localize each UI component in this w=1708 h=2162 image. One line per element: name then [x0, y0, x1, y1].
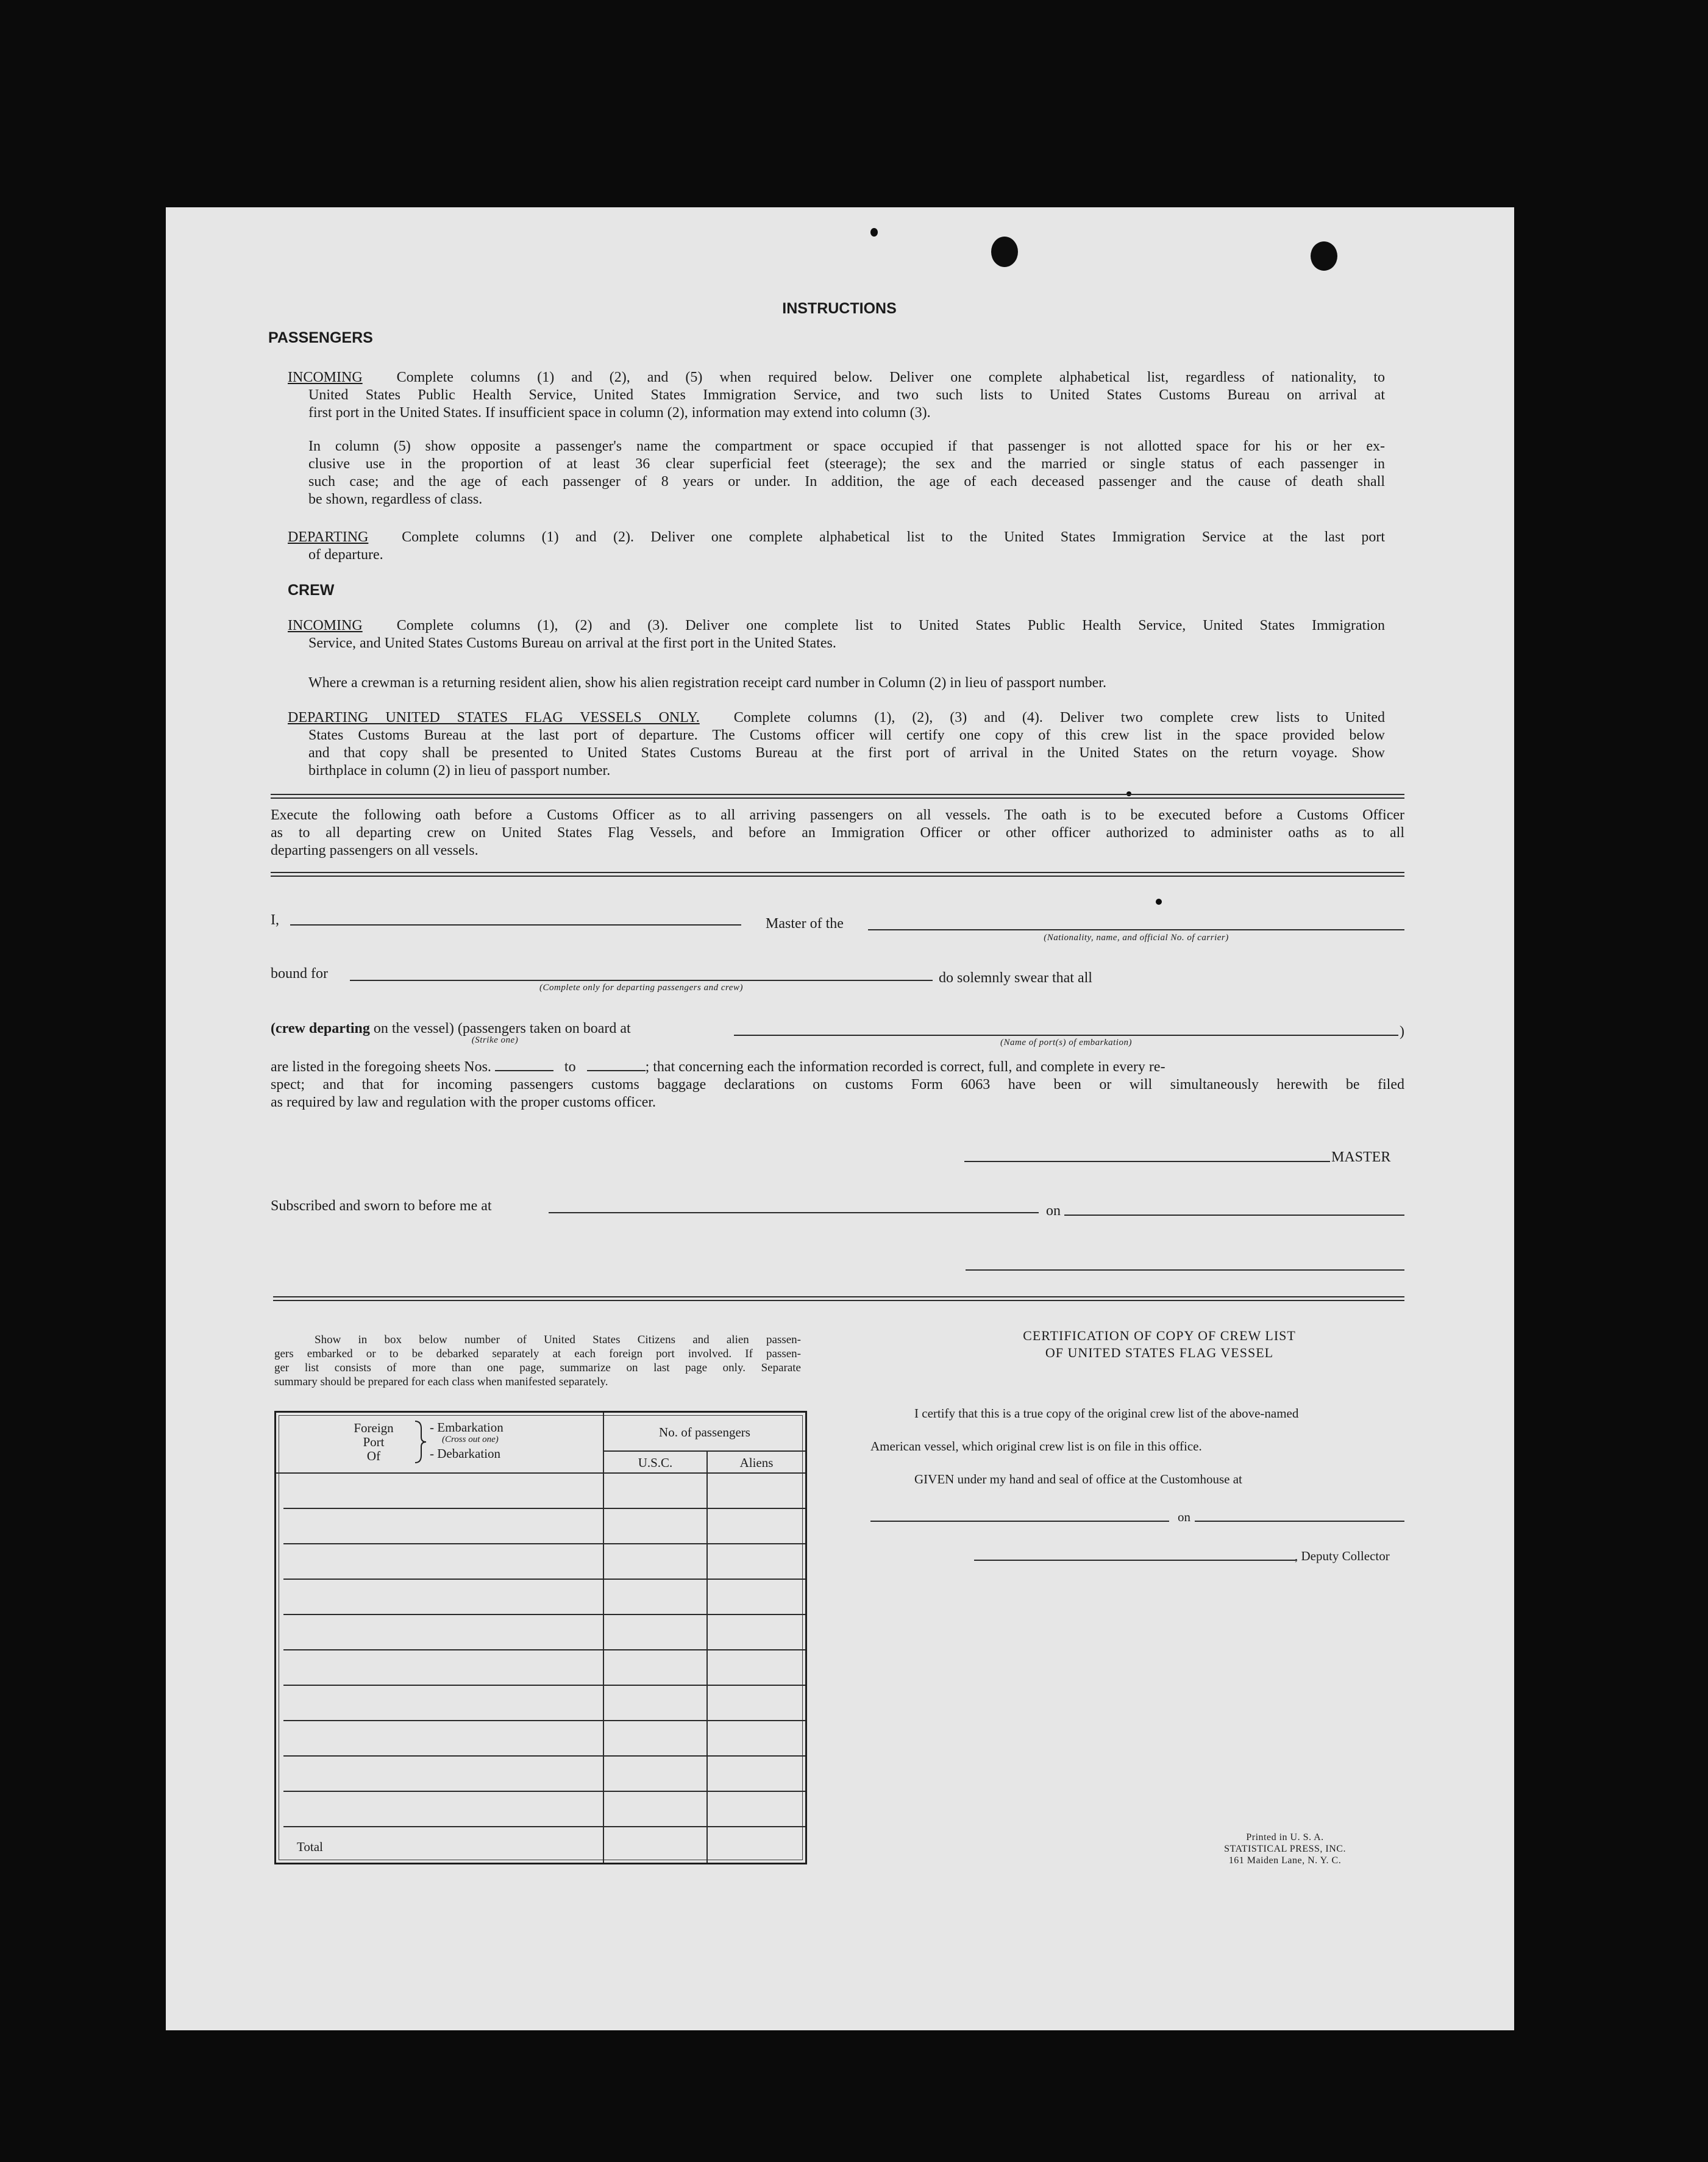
oath-i-label: I,: [271, 912, 279, 928]
col-divider-usc: [706, 1450, 708, 1863]
passengers-incoming-block: [288, 369, 1385, 387]
sworn-at-field[interactable]: [549, 1212, 1039, 1213]
given-line: GIVEN under my hand and seal of office at the Customhouse at: [914, 1472, 1242, 1486]
crew-incoming-text: Complete columns (1), (2) and (3). Deliver one complete list to United States Public Health Service, United States Immigration: [396, 618, 1385, 633]
officer-signature-field[interactable]: [966, 1269, 1404, 1271]
crew-incoming-text-line2: Service, and United States Customs Bureau on arrival at the first port in the United States.: [308, 635, 836, 651]
table-row-rule: [283, 1579, 805, 1580]
divider-lower-top: [273, 1296, 1404, 1297]
deputy-collector-label: , Deputy Collector: [1295, 1549, 1390, 1563]
total-label: Total: [297, 1839, 323, 1854]
table-row-rule: [283, 1614, 805, 1615]
divider-lower-bottom: [273, 1300, 1404, 1301]
bound-for-label: bound for: [271, 966, 328, 982]
certification-title-line1: CERTIFICATION OF COPY OF CREW LIST: [1023, 1328, 1296, 1343]
solemnly-swear-label: do solemnly swear that all: [939, 970, 1092, 986]
departing-us-flag-line4: birthplace in column (2) in lieu of passport number.: [308, 763, 611, 779]
oath-intro-line3: departing passengers on all vessels.: [271, 843, 479, 858]
table-row-rule: [283, 1508, 805, 1509]
departing-us-flag-text: Complete columns (1), (2), (3) and (4). Deliver two complete crew lists to United: [733, 710, 1385, 726]
usc-header: U.S.C.: [638, 1455, 673, 1470]
customhouse-field[interactable]: [870, 1521, 1169, 1522]
passengers-taken-label: (passengers taken on board at: [457, 1021, 631, 1036]
divider-double-top: [271, 794, 1404, 795]
column5-text-line1: In column (5) show opposite a passenger's name the compartment or space occupied if that passenger is not allotted space for his or her ex-: [308, 438, 1385, 454]
port-label: Port: [363, 1435, 385, 1449]
sheet-to-field[interactable]: [587, 1060, 646, 1071]
carrier-field[interactable]: [868, 929, 1404, 930]
summary-note-line4: summary should be prepared for each class when manifested separately.: [274, 1375, 608, 1388]
table-row-rule: [283, 1685, 805, 1686]
column5-text-line4: be shown, regardless of class.: [308, 491, 483, 507]
foreign-port-header: [337, 1421, 410, 1463]
oath-intro-line1: Execute the following oath before a Customs Officer as to all arriving passengers on all vessels. The oath is to be executed before a Customs Officer: [271, 807, 1404, 823]
table-row-rule: [283, 1720, 805, 1721]
debarkation-label[interactable]: - Debarkation: [430, 1446, 501, 1461]
master-of-the-label: Master of the: [766, 916, 844, 932]
strike-one-caption: (Strike one): [471, 1035, 519, 1045]
certify-line1: I certify that this is a true copy of the original crew list of the above-named: [914, 1406, 1299, 1421]
departing-us-flag-label: DEPARTING UNITED STATES FLAG VESSELS ONLY.: [288, 710, 700, 726]
required-line: as required by law and regulation with the proper customs officer.: [271, 1094, 657, 1110]
bound-for-caption: (Complete only for departing passengers and crew): [539, 983, 743, 993]
table-row-rule: [283, 1826, 805, 1827]
embarkation-ports-field[interactable]: [734, 1035, 1398, 1036]
ink-speck: [1156, 899, 1162, 905]
form-sheet: [166, 207, 1514, 2030]
of-label: Of: [366, 1449, 381, 1463]
header-rule-bottom: [276, 1472, 805, 1474]
on-the-vessel-label: on the vessel): [373, 1021, 454, 1036]
passengers-departing-block: [288, 529, 1385, 546]
incoming-text-line2: United States Public Health Service, United States Immigration Service, and two such lists to United States Customs Bureau on arrival at: [308, 387, 1385, 403]
master-label: MASTER: [1331, 1149, 1391, 1165]
crew-heading: CREW: [288, 582, 335, 599]
punch-hole-left: [991, 237, 1018, 267]
column5-text-line2: clusive use in the proportion of at least 36 clear superficial feet (steerage); the sex and the married or single status of each passenger in: [308, 456, 1385, 472]
crew-departing-label: (crew departing: [271, 1021, 370, 1036]
printer-line1: Printed in U. S. A.: [1246, 1832, 1324, 1843]
crew-departing-line: [271, 1020, 631, 1038]
departing-label: DEPARTING: [288, 529, 369, 545]
punch-hole-right: [1311, 241, 1337, 271]
passengers-heading: PASSENGERS: [268, 329, 373, 346]
bound-for-field[interactable]: [350, 980, 933, 981]
col-divider-port: [603, 1413, 604, 1863]
summary-note: [274, 1333, 801, 1389]
foreign-label: Foreign: [354, 1421, 394, 1435]
certification-title-line2: OF UNITED STATES FLAG VESSEL: [1045, 1345, 1274, 1360]
table-row-rule: [283, 1755, 805, 1757]
deputy-collector-signature-field[interactable]: [974, 1560, 1296, 1561]
departing-text-line2: of departure.: [308, 547, 383, 563]
instructions-title: INSTRUCTIONS: [782, 300, 897, 317]
oath-intro-line2: as to all departing crew on United States Flag Vessels, and before an Immigration Officer or other officer authorized to administer oaths as to all: [271, 825, 1404, 841]
crew-incoming-label: INCOMING: [288, 618, 363, 633]
summary-note-line3: ger list consists of more than one page, summarize on last page only. Separate: [274, 1361, 801, 1374]
master-signature-field[interactable]: [964, 1161, 1330, 1162]
sworn-on-date-field[interactable]: [1064, 1215, 1404, 1216]
divider-oath-bottom: [271, 876, 1404, 877]
column5-text-line3: such case; and the age of each passenger of 8 years or under. In addition, the age of each deceased passenger and the cause of death shall: [308, 474, 1385, 490]
table-inner-border: [279, 1415, 803, 1860]
printer-imprint: [1187, 1832, 1382, 1866]
table-row-rule: [283, 1791, 805, 1792]
table-row-rule: [283, 1649, 805, 1650]
printer-line3: 161 Maiden Lane, N. Y. C.: [1228, 1855, 1342, 1866]
listed-post-text: ; that concerning each the information recorded is correct, full, and complete in every re-: [645, 1059, 1165, 1075]
master-name-field[interactable]: [290, 924, 741, 926]
embarkation-label[interactable]: - Embarkation: [430, 1420, 504, 1435]
cert-date-field[interactable]: [1195, 1521, 1404, 1522]
nationality-caption: (Nationality, name, and official No. of carrier): [1044, 933, 1229, 943]
summary-note-line1: Show in box below number of United States Citizens and alien passen-: [315, 1333, 801, 1346]
cert-on-label: on: [1178, 1510, 1190, 1524]
subscribed-label: Subscribed and sworn to before me at: [271, 1198, 492, 1214]
summary-note-line2: gers embarked or to be debarked separately at each foreign port involved. If passen-: [274, 1347, 801, 1360]
header-rule-passengers: [603, 1450, 805, 1452]
incoming-text-line3: first port in the United States. If insufficient space in column (2), information may extend into column (3).: [308, 405, 931, 421]
close-paren: ): [1400, 1024, 1404, 1040]
cross-out-caption: (Cross out one): [442, 1435, 499, 1444]
departing-us-flag-line3: and that copy shall be presented to United States Customs Bureau at the first port of arrival in the United States on the return voyage. Show: [308, 745, 1385, 761]
departing-text: Complete columns (1) and (2). Deliver one complete alphabetical list to the United States Immigration Service at the last port: [402, 529, 1386, 545]
passenger-summary-table: [274, 1411, 807, 1864]
sworn-on-label: on: [1046, 1203, 1061, 1219]
printer-line2: STATISTICAL PRESS, INC.: [1224, 1844, 1346, 1854]
incoming-text: Complete columns (1) and (2), and (5) when required below. Deliver one complete alphabetical list, regardless of nationality, to: [396, 369, 1386, 385]
aliens-header: Aliens: [739, 1455, 774, 1470]
spect-line: spect; and that for incoming passengers customs baggage declarations on customs Form 6063 have been or will simultaneously herewith be filed: [271, 1077, 1404, 1093]
listed-line: [271, 1058, 1404, 1076]
ink-speck: [870, 228, 878, 237]
crew-incoming-block: [288, 617, 1385, 635]
listed-pre-text: are listed in the foregoing sheets Nos.: [271, 1059, 491, 1075]
divider-oath-top: [271, 872, 1404, 873]
departing-us-flag-block: [288, 709, 1385, 727]
ports-caption: (Name of port(s) of embarkation): [1000, 1038, 1132, 1047]
no-passengers-header: No. of passengers: [659, 1425, 750, 1440]
brace-icon: [413, 1420, 427, 1464]
listed-to-text: to: [564, 1059, 576, 1075]
table-row-rule: [283, 1543, 805, 1544]
sheet-from-field[interactable]: [495, 1060, 553, 1071]
incoming-label: INCOMING: [288, 369, 363, 385]
divider-double-bottom: [271, 797, 1404, 799]
crewman-text: Where a crewman is a returning resident alien, show his alien registration receipt card number in Column (2) in lieu of passport number.: [308, 675, 1106, 691]
certify-line2: American vessel, which original crew list is on file in this office.: [870, 1439, 1202, 1454]
departing-us-flag-line2: States Customs Bureau at the last port of departure. The Customs officer will certify one copy of this crew list in the space provided below: [308, 727, 1385, 743]
